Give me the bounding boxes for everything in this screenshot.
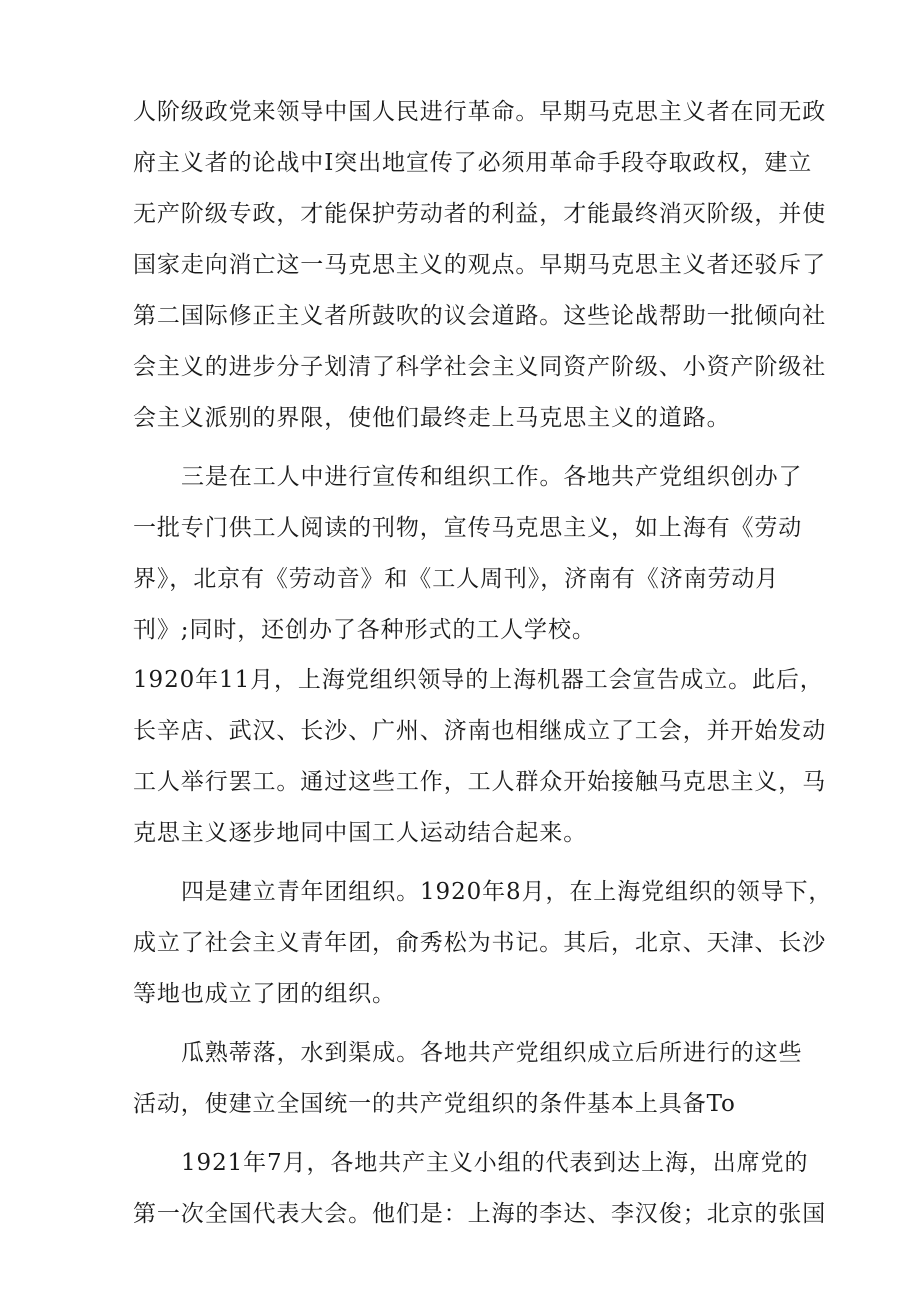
paragraph-first-line: 三是在工人中进行宣传和组织工作。各地共产党组织创办了 (181, 464, 803, 490)
text-line: 国家走向消亡这一马克思主义的观点。早期马克思主义者还驳斥了 (133, 252, 827, 278)
text-line: 无产阶级专政，才能保护劳动者的利益，才能最终消灭阶级，并使 (133, 201, 827, 227)
paragraph-first-line: 瓜熟蒂落，水到渠成。各地共产党组织成立后所进行的这些 (181, 1040, 803, 1066)
text-line: 府主义者的论战中I突出地宣传了必须用革命手段夺取政权，建立 (133, 150, 813, 176)
text-line: 一批专门供工人阅读的刊物，宣传马克思主义，如上海有《劳动 (133, 515, 803, 541)
text-line: 第一次全国代表大会。他们是：上海的李达、李汉俊；北京的张国 (133, 1201, 827, 1227)
paragraph-first-line: 1921年7月，各地共产主义小组的代表到达上海，出席党的 (181, 1150, 809, 1176)
text-line: 长辛店、武汉、长沙、广州、济南也相继成立了工会，并开始发动 (133, 718, 827, 744)
text-line: 人阶级政党来领导中国人民进行革命。早期马克思主义者在同无政 (133, 99, 827, 125)
text-line: 工人举行罢工。通过这些工作，工人群众开始接触马克思主义，马 (133, 769, 827, 795)
text-line: 会主义派别的界限，使他们最终走上马克思主义的道路。 (133, 405, 731, 431)
text-line: 刊》;同时，还创办了各种形式的工人学校。 (133, 617, 596, 643)
text-line: 活动，使建立全国统一的共产党组织的条件基本上具备To (133, 1091, 736, 1117)
text-line: 第二国际修正主义者所鼓吹的议会道路。这些论战帮助一批倾向社 (133, 303, 827, 329)
text-line: 1920年11月，上海党组织领导的上海机器工会宣告成立。此后， (133, 667, 824, 693)
text-line: 克思主义逐步地同中国工人运动结合起来。 (133, 820, 588, 846)
text-line: 界》，北京有《劳动音》和《工人周刊》，济南有《济南劳动月 (133, 566, 780, 592)
text-line: 等地也成立了团的组织。 (133, 981, 396, 1007)
text-line: 成立了社会主义青年团，俞秀松为书记。其后，北京、天津、长沙 (133, 930, 827, 956)
paragraph-first-line: 四是建立青年团组织。1920年8月，在上海党组织的领导下， (181, 879, 833, 905)
text-line: 会主义的进步分子划清了科学社会主义同资产阶级、小资产阶级社 (133, 354, 827, 380)
